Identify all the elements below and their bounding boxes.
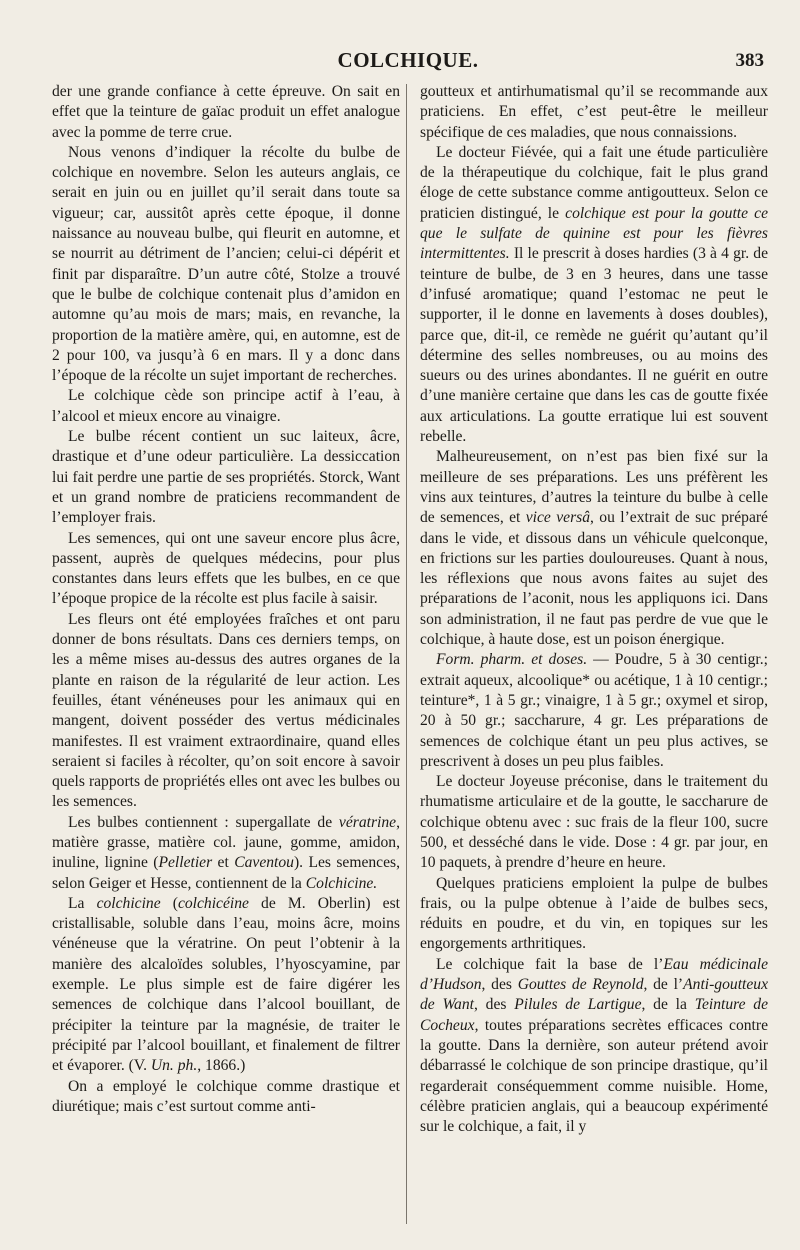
paragraph <box>420 82 768 143</box>
text-run: et <box>212 854 235 872</box>
paragraph <box>52 82 400 143</box>
text-run: La <box>68 894 97 912</box>
page-header <box>52 48 764 78</box>
italic-run: Form. pharm. et doses. <box>436 651 588 669</box>
text-run: Le bulbe récent contient un suc laiteux, âcre, drastique et d’une odeur particulière. La dessiccation lui fait perdre une partie de ses propriétés. Storck, Want et un grand nombre de praticiens recommandent de l’employer frais. <box>52 428 400 527</box>
italic-run: Colchicine. <box>305 874 378 892</box>
text-run: goutteux et antirhumatismal qu’il se recommande aux praticiens. En effet, c’est peut-être le meilleur spécifique de ces maladies, que nous connaissions. <box>420 83 768 141</box>
text-run: Les bulbes contiennent : supergallate de <box>68 813 339 831</box>
text-run: Le colchique cède son principe actif à l’eau, à l’alcool et mieux encore au vinaigre. <box>52 387 400 425</box>
paragraph <box>52 529 400 610</box>
paragraph <box>52 813 400 894</box>
text-run: Le docteur Fiévée, qui a fait une étude particulière de la thérapeutique du colchique, fait le plus grand éloge de cette substance comme antigoutteux. Selon ce praticien distingué, le <box>420 143 768 222</box>
italic-run: vice versâ <box>525 509 590 527</box>
text-run: Il le prescrit à doses hardies (3 à 4 gr. de teinture de bulbe, de 3 en 3 heures, dans une tasse d’infusé aromatique; quand l’estomac ne peut le supporter, il le donne en lavements à doses doubles), parce que, dit-il, ce remède ne guérit qu’autant qu’il détermine des selles nombreuses, ou au moins des sueurs ou des urines abondantes. Il ne guérit en outre d’une manière certaine que dans les cas de goutte fixée aux articulations. La goutte erratique lui est souvent rebelle. <box>420 245 768 446</box>
text-run: Les semences, qui ont une saveur encore plus âcre, passent, auprès de quelques médecins, pour plus constantes dans leurs effets que les bulbes, en ce que l’époque propice de la récolte est plus facile à saisir. <box>52 529 400 608</box>
left-column <box>52 82 400 1117</box>
text-run: Malheureusement, on n’est pas bien fixé sur la meilleure de ses préparations. Les uns préfèrent les vins aux teintures, d’autres la teinture du bulbe à celle de semences, et <box>420 448 768 527</box>
italic-run: colchique est pour la goutte ce que le sulfate de quinine est pour les fièvres intermittentes. <box>420 204 768 263</box>
text-run: ( <box>160 894 178 912</box>
paragraph <box>52 610 400 813</box>
right-column <box>420 82 768 1137</box>
text-run: , des <box>481 976 518 994</box>
page-number: 383 <box>735 50 764 71</box>
text-run: On a employé le colchique comme drastique et diurétique; mais c’est surtout comme anti- <box>52 1077 400 1115</box>
text-run: Le docteur Joyeuse préconise, dans le traitement du rhumatisme articulaire et de la goutte, le saccharure de colchique obtenu avec : suc frais de la fleur 100, sucre 500, et desséché dans le vide. Dose : 4 gr. par jour, en 10 paquets, à prendre d’heure en heure. <box>420 773 768 872</box>
text-run: Nous venons d’indiquer la récolte du bulbe de colchique en novembre. Selon les auteurs anglais, ce serait en juin ou en juillet qu’il serait dans toute sa vigueur; car, aussitôt après cette époque, il donne naissance au nouveau bulbe, qui fleurit en automne, et se nourrit au détriment de l’ancien; celui-ci dépérit et finit par disparaître. D’un autre côté, Stolze a trouvé que le bulbe de colchique contenait plus d’amidon en automne qu’au mois de mars; mais, en revanche, la proportion de la matière amère, qui, en automne, est de 2 pour 100, va jusqu’à 6 en mars. Il y a donc dans l’époque de la récolte un sujet important de recherches. <box>52 143 400 385</box>
italic-run: Anti-goutteux de Want <box>420 976 768 1014</box>
paragraph <box>420 955 768 1138</box>
italic-run: Eau médicinale d’Hudson <box>420 955 768 994</box>
paragraph <box>52 894 400 1077</box>
paragraph <box>420 143 768 447</box>
italic-run: Caventou <box>234 854 294 872</box>
running-title: COLCHIQUE. <box>337 48 479 72</box>
italic-run: colchicine <box>96 894 161 912</box>
text-run: Quelques praticiens emploient la pulpe de bulbes frais, ou la pulpe obtenue à l’aide de bulbes secs, réduits en poudre, et du vin, en topiques sur les engorgements arthritiques. <box>420 874 768 953</box>
text-run: , toutes préparations secrètes efficaces contre la goutte. Dans la dernière, son auteur prétend avoir débarrassé le colchique de son principe drastique, qu’il regarderait conséquemment comme nuisible. Home, célèbre praticien anglais, qui a beaucoup expérimenté sur le colchique, a fait, il y <box>420 1016 768 1136</box>
italic-run: Pilules de Lartigue <box>514 996 642 1014</box>
text-run: , 1866.) <box>197 1057 246 1075</box>
text-run: — Poudre, 5 à 30 centigr.; extrait aqueux, alcoolique* ou acétique, 1 à 10 centigr.; teinture*, 1 à 5 gr.; vinaigre, 1 à 5 gr.; oxymel et sirop, 20 à 50 gr.; saccharure, 4 gr. Les préparations de semences de colchique étant un peu plus actives, se prescrivent à doses un peu plus faibles. <box>420 651 768 770</box>
italic-run: colchicéine <box>177 894 249 912</box>
italic-run: Gouttes de Reynold <box>517 976 644 994</box>
paragraph <box>52 143 400 387</box>
paragraph <box>420 874 768 955</box>
text-run: , matière grasse, matière col. jaune, gomme, amidon, inuline, lignine ( <box>52 813 400 872</box>
text-run: , de la <box>641 996 695 1014</box>
italic-run: Un. ph. <box>150 1057 198 1075</box>
paragraph <box>52 427 400 528</box>
column-divider <box>406 84 407 1224</box>
text-run: Le colchique fait la base de l’ <box>436 955 664 973</box>
paragraph <box>52 1077 400 1118</box>
text-run: de M. Oberlin) est cristallisable, soluble dans l’eau, moins âcre, moins vénéneuse que la vératrine. On peut l’obtenir à la manière des alcaloïdes solubles, l’hyoscyamine, par exemple. Le plus simple est de faire digérer les semences de colchique dans l’alcool bouillant, de précipiter la teinture par la magnésie, de traiter le précipité par l’alcool bouillant, et finalement de filtrer et évaporer. (V. <box>52 894 401 1075</box>
italic-run: Pelletier <box>158 854 213 872</box>
italic-run: Teinture de Cocheux <box>420 996 769 1034</box>
paragraph <box>420 447 768 650</box>
paragraph <box>420 650 768 772</box>
text-run: Les fleurs ont été employées fraîches et ont paru donner de bons résultats. Dans ces derniers temps, on les a même mises au-dessus des autres organes de la plante en raison de la régularité de leur action. Les feuilles, étant vénéneuses pour les animaux qui en mangent, doivent posséder des vertus médicinales manifestes. Il est vraiment extraordinaire, quand elles seraient si faciles à récolter, qu’on soit encore à savoir quels rapports de propriétés elles ont avec les bulbes ou les semences. <box>52 610 400 811</box>
text-run: ). Les semences, selon Geiger et Hesse, contiennent de la <box>52 854 400 892</box>
italic-run: vératrine <box>338 813 397 831</box>
paragraph <box>52 386 400 427</box>
text-run: , de l’ <box>643 976 684 994</box>
paragraph <box>420 772 768 873</box>
text-run: , ou l’extrait de suc préparé dans le vide, et dissous dans un véhicule quelconque, en frictions sur les parties douloureuses. Quant à nous, les réflexions que nous avons faites au sujet des préparations de l’aconit, nous les appliquons ici. Dans son administration, il ne faut pas perdre de vue que le colchique, à haute dose, est un poison énergique. <box>420 509 768 649</box>
text-run: der une grande confiance à cette épreuve. On sait en effet que la teinture de gaïac produit un effet analogue avec la pomme de terre crue. <box>52 83 400 141</box>
text-run: , des <box>473 996 515 1014</box>
